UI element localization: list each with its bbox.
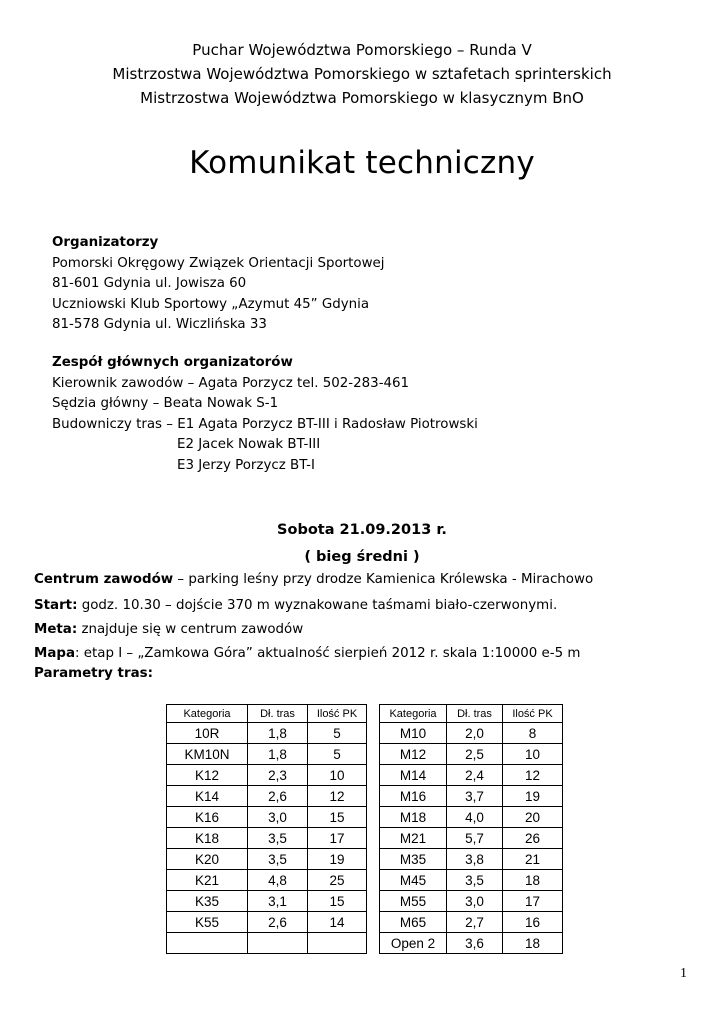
cell-controls: 25 xyxy=(308,870,367,891)
table-row xyxy=(380,828,563,849)
info-start xyxy=(34,598,557,613)
event-date: Sobota 21.09.2013 r. xyxy=(277,522,447,538)
cell-controls: 10 xyxy=(503,744,563,765)
cell-length: 3,1 xyxy=(248,891,308,912)
cell-category: KM10N xyxy=(167,744,248,765)
page-number: 1 xyxy=(680,966,687,981)
cell-category: 10R xyxy=(167,723,248,744)
header xyxy=(0,38,724,110)
cell-controls: 14 xyxy=(308,912,367,933)
cell-length: 4,0 xyxy=(447,807,503,828)
info-center xyxy=(34,572,593,587)
cell-category: K21 xyxy=(167,870,248,891)
params-heading: Parametry tras: xyxy=(34,666,153,681)
cell-controls: 26 xyxy=(503,828,563,849)
team-line: Kierownik zawodów – Agata Porzycz tel. 502-283-461 xyxy=(52,375,410,391)
team-line: Sędzia główny – Beata Nowak S-1 xyxy=(52,396,279,412)
cell-category: M14 xyxy=(380,765,447,786)
table-row xyxy=(167,744,367,765)
cell-category: M45 xyxy=(380,870,447,891)
cell-controls: 19 xyxy=(308,849,367,870)
organizers-line: Uczniowski Klub Sportowy „Azymut 45” Gdynia xyxy=(52,296,370,312)
header-line-2: Mistrzostwa Województwa Pomorskiego w sztafetach sprinterskich xyxy=(112,65,612,83)
column-header-controls: Ilość PK xyxy=(308,705,367,723)
cell-length: 3,8 xyxy=(447,849,503,870)
cell-category: M10 xyxy=(380,723,447,744)
cell-controls: 19 xyxy=(503,786,563,807)
table-header-row xyxy=(380,705,563,723)
team-line-indented: E2 Jacek Nowak BT-III xyxy=(177,437,321,453)
cell-controls: 12 xyxy=(308,786,367,807)
info-finish-text: znajduje się w centrum zawodów xyxy=(77,622,304,637)
info-center-label: Centrum zawodów xyxy=(34,572,174,587)
table-row xyxy=(167,765,367,786)
cell-length: 2,3 xyxy=(248,765,308,786)
cell-length: 3,5 xyxy=(248,828,308,849)
table-row xyxy=(380,912,563,933)
cell-controls: 21 xyxy=(503,849,563,870)
table-row xyxy=(167,933,367,954)
team-line: Budowniczy tras – E1 Agata Porzycz BT-III i Radosław Piotrowski xyxy=(52,416,478,432)
cell-category: K20 xyxy=(167,849,248,870)
cell-category: M35 xyxy=(380,849,447,870)
team-line-indented: E3 Jerzy Porzycz BT-I xyxy=(177,457,315,473)
organizers-section xyxy=(52,233,385,336)
cell-controls: 17 xyxy=(308,828,367,849)
organizers-line: Pomorski Okręgowy Związek Orientacji Sportowej xyxy=(52,255,385,271)
cell-length: 2,5 xyxy=(447,744,503,765)
cell-controls: 12 xyxy=(503,765,563,786)
cell-controls: 20 xyxy=(503,807,563,828)
cell-category: M12 xyxy=(380,744,447,765)
cell-length: 3,5 xyxy=(248,849,308,870)
cell-controls: 18 xyxy=(503,870,563,891)
table-row xyxy=(380,849,563,870)
cell-length: 3,7 xyxy=(447,786,503,807)
cell-controls: 15 xyxy=(308,807,367,828)
table-row xyxy=(167,849,367,870)
table-header-row xyxy=(167,705,367,723)
cell-length: 2,0 xyxy=(447,723,503,744)
team-section xyxy=(52,353,478,477)
table-row xyxy=(380,744,563,765)
header-line-1: Puchar Województwa Pomorskiego – Runda V xyxy=(192,41,532,59)
table-row xyxy=(380,765,563,786)
cell-length: 3,0 xyxy=(248,807,308,828)
cell-category: K55 xyxy=(167,912,248,933)
event-subtitle: ( bieg średni ) xyxy=(304,549,420,565)
cell-category: K14 xyxy=(167,786,248,807)
cell-category: K18 xyxy=(167,828,248,849)
info-finish xyxy=(34,622,303,637)
table-row xyxy=(380,786,563,807)
cell-category xyxy=(167,933,248,954)
info-start-text: godz. 10.30 – dojście 370 m wyznakowane taśmami biało-czerwonymi. xyxy=(77,598,558,613)
table-row xyxy=(167,807,367,828)
header-line-3: Mistrzostwa Województwa Pomorskiego w klasycznym BnO xyxy=(140,89,584,107)
courses-table-left xyxy=(166,704,367,954)
cell-category: M55 xyxy=(380,891,447,912)
cell-length: 5,7 xyxy=(447,828,503,849)
table-row xyxy=(167,912,367,933)
cell-controls: 5 xyxy=(308,744,367,765)
cell-controls: 17 xyxy=(503,891,563,912)
cell-length: 2,7 xyxy=(447,912,503,933)
table-row xyxy=(167,870,367,891)
cell-category: K35 xyxy=(167,891,248,912)
cell-category: M21 xyxy=(380,828,447,849)
cell-length: 3,5 xyxy=(447,870,503,891)
table-row xyxy=(380,870,563,891)
table-body-left xyxy=(167,723,367,954)
cell-length: 2,4 xyxy=(447,765,503,786)
table-body-right xyxy=(380,723,563,954)
courses-table-right xyxy=(379,704,563,954)
cell-length: 2,6 xyxy=(248,786,308,807)
info-finish-label: Meta: xyxy=(34,622,78,637)
info-map-label: Mapa xyxy=(34,646,75,661)
info-center-text: – parking leśny przy drodze Kamienica Królewska - Mirachowo xyxy=(173,572,594,587)
cell-controls: 8 xyxy=(503,723,563,744)
table-row xyxy=(380,807,563,828)
column-header-controls: Ilość PK xyxy=(503,705,563,723)
table-row xyxy=(167,891,367,912)
column-header-length: Dł. tras xyxy=(447,705,503,723)
column-header-category: Kategoria xyxy=(380,705,447,723)
organizers-line: 81-578 Gdynia ul. Wiczlińska 33 xyxy=(52,317,267,333)
cell-length: 4,8 xyxy=(248,870,308,891)
table-row xyxy=(380,723,563,744)
cell-controls: 16 xyxy=(503,912,563,933)
organizers-heading: Organizatorzy xyxy=(52,235,159,250)
cell-length: 1,8 xyxy=(248,723,308,744)
cell-category: Open 2 xyxy=(380,933,447,954)
table-row xyxy=(167,786,367,807)
cell-category: M65 xyxy=(380,912,447,933)
cell-controls: 18 xyxy=(503,933,563,954)
team-heading: Zespół głównych organizatorów xyxy=(52,355,293,370)
cell-length xyxy=(248,933,308,954)
cell-length: 3,0 xyxy=(447,891,503,912)
table-row xyxy=(167,723,367,744)
cell-controls: 5 xyxy=(308,723,367,744)
column-header-length: Dł. tras xyxy=(248,705,308,723)
cell-controls: 10 xyxy=(308,765,367,786)
cell-category: K16 xyxy=(167,807,248,828)
cell-length: 2,6 xyxy=(248,912,308,933)
table-row xyxy=(380,933,563,954)
table-row xyxy=(380,891,563,912)
info-start-label: Start: xyxy=(34,598,78,613)
info-map xyxy=(34,646,580,661)
cell-controls: 15 xyxy=(308,891,367,912)
cell-length: 3,6 xyxy=(447,933,503,954)
page-title: Komunikat techniczny xyxy=(189,145,535,181)
column-header-category: Kategoria xyxy=(167,705,248,723)
info-map-text: : etap I – „Zamkowa Góra” aktualność sierpień 2012 r. skala 1:10000 e-5 m xyxy=(74,646,581,661)
cell-controls xyxy=(308,933,367,954)
cell-category: K12 xyxy=(167,765,248,786)
table-row xyxy=(167,828,367,849)
cell-length: 1,8 xyxy=(248,744,308,765)
cell-category: M16 xyxy=(380,786,447,807)
organizers-line: 81-601 Gdynia ul. Jowisza 60 xyxy=(52,276,247,292)
cell-category: M18 xyxy=(380,807,447,828)
